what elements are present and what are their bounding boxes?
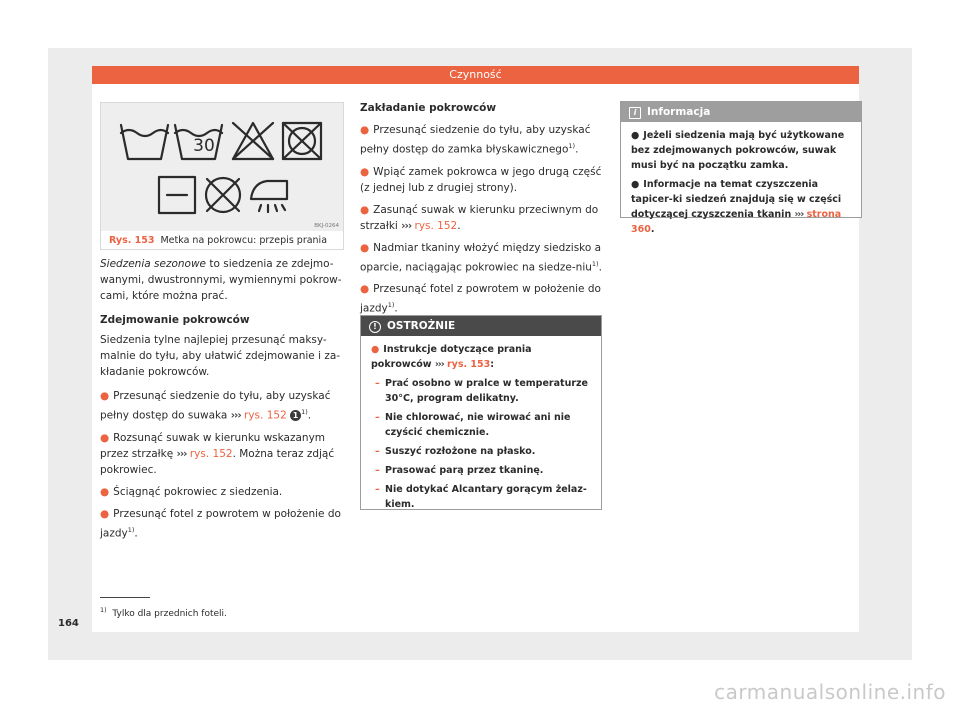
- info-title: Informacja: [647, 106, 711, 118]
- step-text: Przesunąć siedzenie do tyłu, aby uzyskać pełny dostęp do suwaka: [100, 390, 331, 422]
- footnote-ref: 1): [568, 142, 576, 150]
- dash-icon: –: [375, 484, 380, 495]
- step-end: .: [457, 219, 461, 232]
- caution-item: [371, 463, 593, 478]
- bullet-icon: ●: [631, 130, 640, 141]
- reference-arrows-icon: ›››: [230, 409, 241, 422]
- caution-item-text: Prać osobno w pralce w temperaturze 30°C, program delikatny.: [385, 378, 588, 404]
- figure-caption: [109, 235, 327, 246]
- caution-item-text: Prasować parą przez tkaninę.: [385, 465, 544, 476]
- callout-number: 1: [290, 410, 301, 421]
- care-symbols: [101, 103, 343, 231]
- info-item-end: .: [650, 224, 655, 235]
- bullet-icon: ●: [100, 485, 110, 498]
- column-left: [100, 256, 342, 541]
- caution-box: [360, 315, 602, 510]
- watermark: carmanualsonline.info: [714, 680, 946, 704]
- caution-header: [361, 316, 601, 336]
- caution-intro-text: Instrukcje dotyczące prania pokrowców: [371, 344, 532, 370]
- bullet-icon: ●: [100, 507, 110, 520]
- caution-item: [371, 444, 593, 459]
- info-item-2: [631, 177, 853, 237]
- caution-item-text: Suszyć rozłożone na płasko.: [385, 446, 536, 457]
- step-text: Przesunąć siedzenie do tyłu, aby uzyskać pełny dostęp do zamka błyskawicznego: [360, 124, 591, 156]
- removal-step-4: [100, 506, 342, 542]
- bullet-icon: ●: [371, 344, 380, 355]
- info-item-text: Jeżeli siedzenia mają być użytkowane bez zdejmowanych pokrowców, suwak musi być na początku zamka.: [631, 130, 845, 171]
- dash-icon: –: [375, 465, 380, 476]
- step-text: Nadmiar tkaniny włożyć między siedzisko a oparcie, naciągając pokrowiec na siedze-niu: [360, 241, 602, 273]
- step-text-end: . Można teraz zdjąć pokrowiec.: [100, 447, 335, 476]
- step-end: .: [394, 302, 398, 315]
- bullet-icon: ●: [360, 203, 370, 216]
- install-step-1: [360, 122, 602, 158]
- caution-intro-end: :: [490, 359, 495, 370]
- step-text: Zasunąć suwak w kierunku przeciwnym do strzałki: [360, 203, 599, 232]
- bullet-icon: ●: [360, 283, 370, 295]
- bullet-icon: ●: [360, 241, 370, 254]
- bullet-icon: ●: [100, 390, 110, 402]
- step-text: Rozsunąć suwak w kierunku wskazanym przez strzałkę: [100, 431, 326, 460]
- intro-term: Siedzenia sezonowe: [100, 258, 207, 270]
- caption-number: Rys. 153: [109, 235, 155, 246]
- step-text: Wpiąć zamek pokrowca w jego drugą część (z jednej lub z drugiej strony).: [360, 165, 602, 194]
- bullet-icon: ●: [100, 431, 110, 444]
- footnote-ref: 1): [301, 408, 308, 416]
- caption-text: Metka na pokrowcu: przepis prania: [160, 235, 328, 246]
- caution-item: [371, 376, 593, 406]
- removal-step-3: [100, 484, 342, 500]
- install-step-3: [360, 202, 602, 234]
- page-link[interactable]: strona 360: [631, 209, 842, 235]
- steam-iron-icon: [251, 181, 287, 212]
- footnote-text: Tylko dla przednich foteli.: [112, 609, 227, 619]
- info-box: [620, 101, 862, 235]
- reference-arrows-icon: ›››: [434, 359, 444, 370]
- removal-step-2: [100, 430, 342, 478]
- figure-link[interactable]: rys. 152: [244, 409, 287, 422]
- info-body: [621, 122, 861, 237]
- info-header: [621, 102, 861, 122]
- dash-icon: –: [375, 446, 380, 457]
- figure-code: BKJ-0264: [314, 223, 339, 229]
- footnote-mark: 1): [100, 606, 107, 614]
- intro-paragraph: [100, 256, 342, 304]
- caution-item: [371, 482, 593, 512]
- footnote-ref: 1): [127, 525, 135, 534]
- no-dry-clean-icon: [206, 178, 240, 212]
- reference-arrows-icon: ›››: [794, 209, 804, 220]
- footnote: [100, 606, 227, 619]
- caution-title: OSTROŻNIE: [387, 320, 456, 332]
- bullet-icon: ●: [631, 179, 640, 190]
- bullet-icon: ●: [360, 165, 370, 178]
- step-text: Ściągnąć pokrowiec z siedzenia.: [113, 485, 283, 498]
- bullet-icon: ●: [360, 124, 370, 136]
- figure-link[interactable]: rys. 152: [414, 219, 458, 232]
- no-tumble-dry-icon: [283, 123, 321, 159]
- install-step-4: [360, 240, 602, 276]
- column-middle: [360, 100, 602, 317]
- footnote-ref: 1): [591, 259, 599, 268]
- wash-temp-label: 30: [193, 136, 215, 156]
- dash-icon: –: [375, 412, 380, 423]
- caution-item: [371, 410, 593, 440]
- caution-intro: [371, 342, 593, 372]
- section-header: Czynność: [92, 66, 859, 84]
- warning-icon: !: [369, 321, 381, 333]
- removal-step-1: ● Przesunąć siedzenie do tyłu, aby uzyskać pełny dostęp do suwaka ››› rys. 152 1 $^{1)}$.: [100, 390, 331, 422]
- dry-flat-icon: [159, 177, 195, 213]
- footnote-ref: 1): [387, 301, 395, 309]
- caution-item-text: Nie dotykać Alcantary gorącym żelaz-kiem.: [385, 484, 587, 510]
- step-end: .: [575, 143, 579, 156]
- info-item-text: Informacje na temat czyszczenia tapicer-ki siedzeń znajdują się w części dotyczącej czyszczenia tkanin: [631, 179, 842, 220]
- step-end: .: [134, 527, 138, 539]
- removal-heading: Zdejmowanie pokrowców: [100, 314, 250, 326]
- install-step-2: [360, 164, 602, 196]
- figure: [100, 102, 344, 250]
- install-heading: Zakładanie pokrowców: [360, 102, 497, 114]
- step-text: Przesunąć fotel z powrotem w położenie do jazdy: [360, 283, 601, 315]
- caution-body: [361, 336, 601, 512]
- figure-link[interactable]: rys. 153: [446, 359, 491, 370]
- info-item-1: [631, 128, 853, 173]
- step-text: Przesunąć fotel z powrotem w położenie do jazdy: [100, 507, 341, 539]
- no-bleach-icon: [233, 123, 273, 159]
- care-label-image: [101, 103, 343, 231]
- install-step-5: [360, 281, 602, 317]
- dash-icon: –: [375, 378, 380, 389]
- footnote-divider: [100, 597, 150, 598]
- caution-item-text: Nie chlorować, nie wirować ani nie czyścić chemicznie.: [385, 412, 571, 438]
- info-icon: i: [629, 107, 641, 119]
- removal-paragraph: Siedzenia tylne najlepiej przesunąć maksy-malnie do tyłu, aby ułatwić zdejmowanie i za-kładanie pokrowców.: [100, 334, 341, 378]
- intro-text: to siedzenia ze zdejmo-wanymi, dwustronnymi, wymiennymi pokrow-cami, które można prać.: [100, 258, 342, 302]
- step-end: .: [598, 261, 602, 273]
- hand-wash-icon: [121, 125, 168, 159]
- page-number: 164: [58, 618, 79, 629]
- figure-link[interactable]: rys. 152: [189, 447, 233, 460]
- reference-arrows-icon: ›››: [176, 447, 187, 460]
- reference-arrows-icon: ›››: [401, 219, 412, 232]
